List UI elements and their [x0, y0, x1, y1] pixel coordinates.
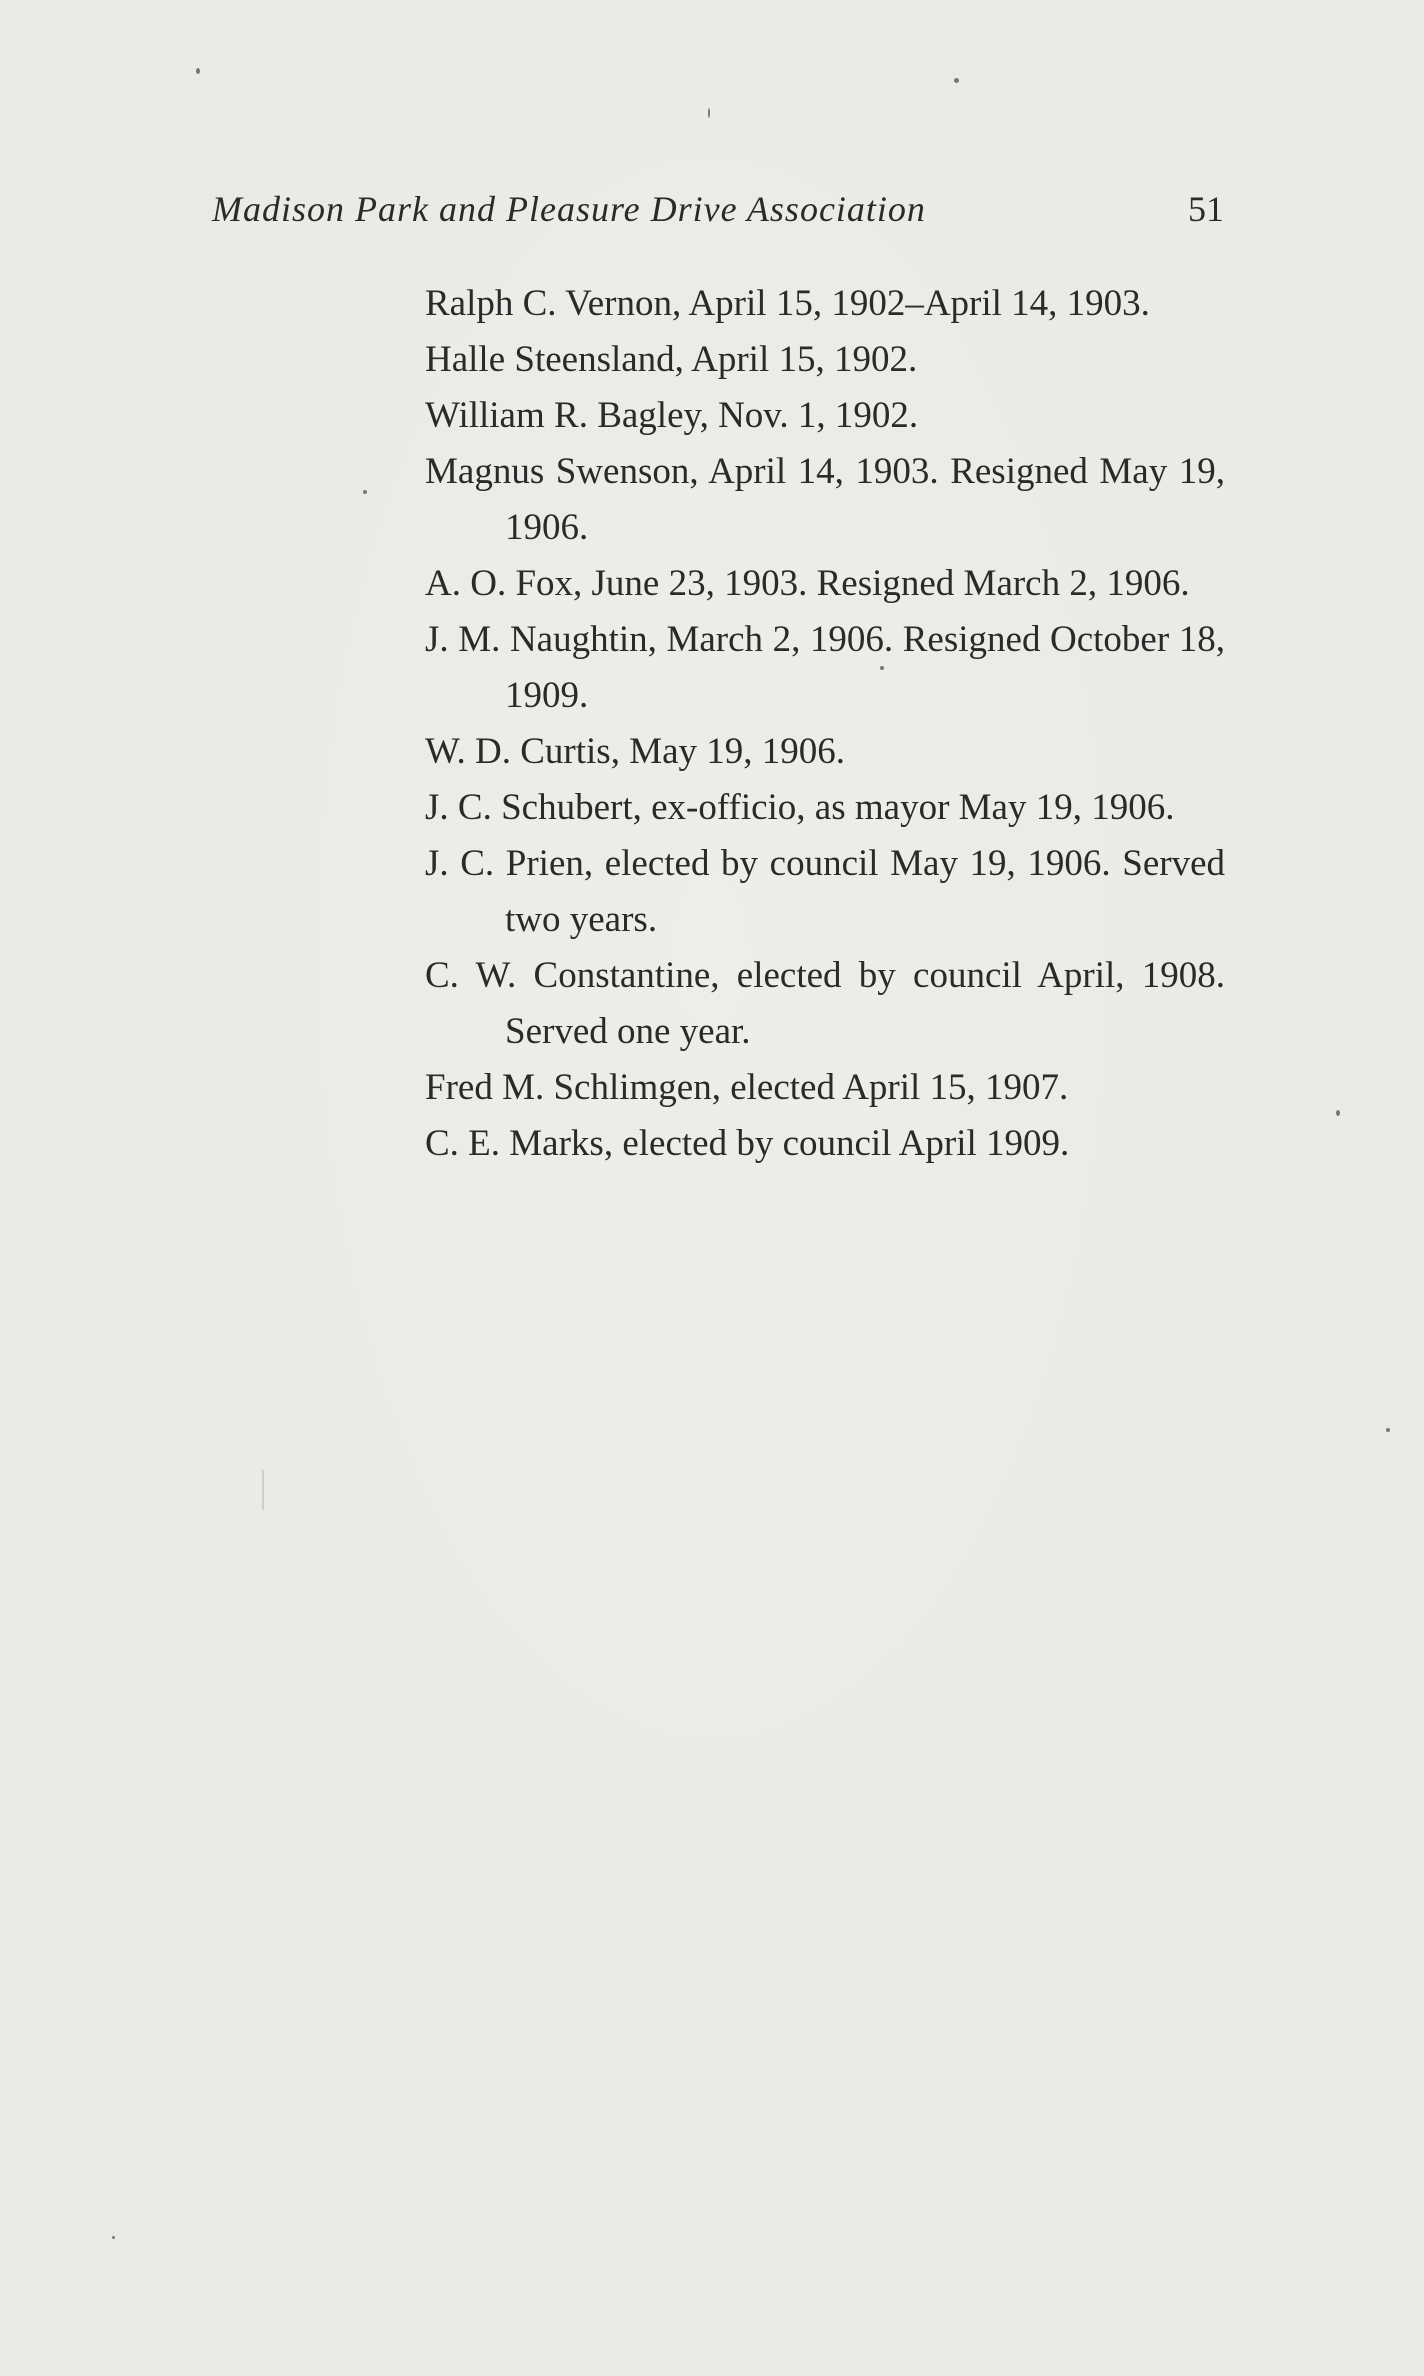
list-item: Ralph C. Vernon, April 15, 1902–April 14, 1903.	[425, 283, 1150, 324]
list-item: William R. Bagley, Nov. 1, 1902.	[425, 395, 919, 436]
list-item: Halle Steensland, April 15, 1902.	[425, 339, 918, 380]
running-head	[212, 188, 1224, 240]
list-item: J. M. Naughtin, March 2, 1906. Resigned October 18, 1909.	[425, 619, 1225, 716]
paper-speck	[112, 2236, 115, 2239]
paper-speck	[363, 490, 367, 494]
paper-speck	[708, 108, 710, 118]
running-title: Madison Park and Pleasure Drive Association	[212, 189, 926, 229]
list-item: J. C. Schubert, ex-officio, as mayor May 19, 1906.	[425, 787, 1175, 828]
list-item: Fred M. Schlimgen, elected April 15, 1907.	[425, 1067, 1069, 1108]
paper-speck	[1386, 1428, 1390, 1432]
list-item: C. W. Constantine, elected by council April, 1908. Served one year.	[425, 955, 1225, 1052]
paper-speck	[262, 1470, 264, 1510]
page-number: 51	[1188, 189, 1224, 229]
paper-speck	[954, 78, 959, 83]
list-item: A. O. Fox, June 23, 1903. Resigned March 2, 1906.	[425, 563, 1190, 604]
list-item: J. C. Prien, elected by council May 19, 1906. Served two years.	[425, 843, 1225, 940]
list-item: Magnus Swenson, April 14, 1903. Resigned May 19, 1906.	[425, 451, 1225, 548]
officer-list	[425, 276, 1225, 1172]
paper-speck	[196, 68, 200, 74]
list-item: W. D. Curtis, May 19, 1906.	[425, 731, 846, 772]
paper-speck	[1336, 1110, 1340, 1116]
list-item: C. E. Marks, elected by council April 1909.	[425, 1123, 1070, 1164]
paper-speck	[880, 666, 884, 670]
